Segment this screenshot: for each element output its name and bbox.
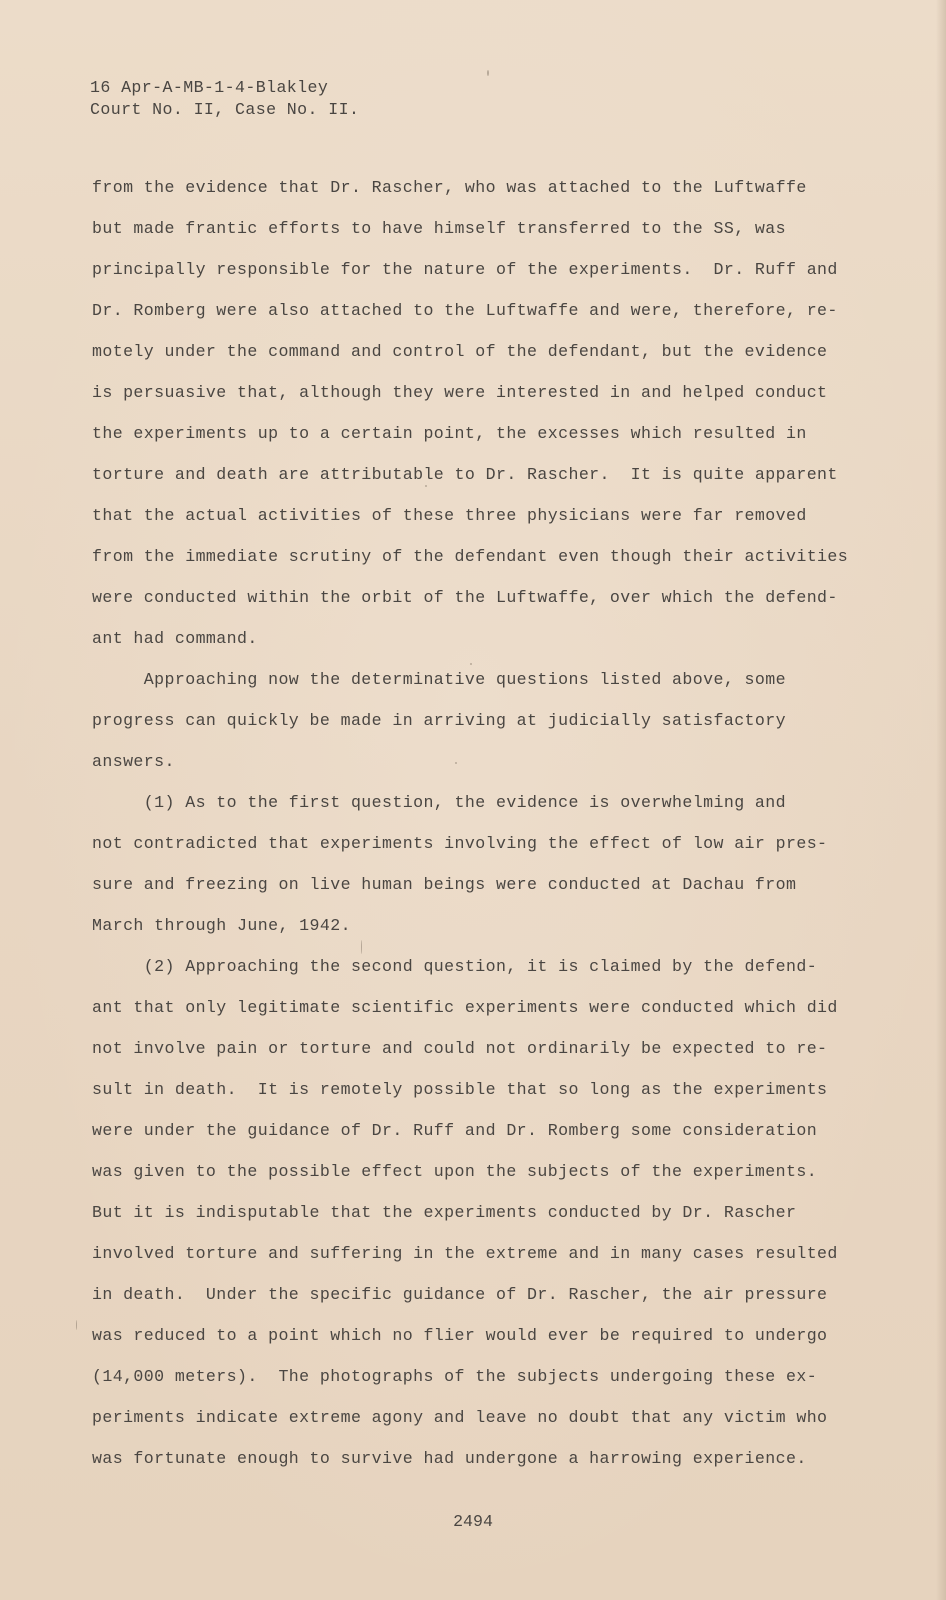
body-line: the experiments up to a certain point, the excesses which resulted in (92, 424, 807, 443)
page-number: 2494 (453, 1512, 493, 1531)
body-line: involved torture and suffering in the extreme and in many cases resulted (92, 1244, 838, 1263)
paper-speck (76, 1320, 77, 1330)
body-line: not involve pain or torture and could not ordinarily be expected to re- (92, 1039, 828, 1058)
body-line: is persuasive that, although they were interested in and helped conduct (92, 383, 828, 402)
body-line: from the immediate scrutiny of the defendant even though their activities (92, 547, 849, 566)
body-line: motely under the command and control of the defendant, but the evidence (92, 342, 828, 361)
body-line: periments indicate extreme agony and leave no doubt that any victim who (92, 1408, 828, 1427)
body-line: was fortunate enough to survive had undergone a harrowing experience. (92, 1449, 807, 1468)
body-line: was reduced to a point which no flier would ever be required to undergo (92, 1326, 828, 1345)
header-court-line: Court No. II, Case No. II. (90, 100, 360, 119)
paper-speck (487, 70, 489, 76)
body-line: Approaching now the determinative questions listed above, some (92, 670, 786, 689)
body-line: were conducted within the orbit of the Luftwaffe, over which the defend- (92, 588, 838, 607)
body-line: But it is indisputable that the experiments conducted by Dr. Rascher (92, 1203, 797, 1222)
body-line: (14,000 meters). The photographs of the subjects undergoing these ex- (92, 1367, 818, 1386)
body-line: were under the guidance of Dr. Ruff and Dr. Romberg some consideration (92, 1121, 818, 1140)
body-line: Dr. Romberg were also attached to the Luftwaffe and were, therefore, re- (92, 301, 838, 320)
body-line: principally responsible for the nature of the experiments. Dr. Ruff and (92, 260, 838, 279)
body-line: (1) As to the first question, the evidence is overwhelming and (92, 793, 786, 812)
body-line: from the evidence that Dr. Rascher, who was attached to the Luftwaffe (92, 178, 807, 197)
body-line: torture and death are attributable to Dr. Rascher. It is quite apparent (92, 465, 838, 484)
paper-speck (455, 762, 457, 764)
paper-speck (425, 485, 427, 487)
paper-speck (470, 663, 472, 665)
header-reference-line: 16 Apr-A-MB-1-4-Blakley (90, 78, 329, 97)
body-line: sult in death. It is remotely possible that so long as the experiments (92, 1080, 828, 1099)
body-line: was given to the possible effect upon the subjects of the experiments. (92, 1162, 818, 1181)
body-line: March through June, 1942. (92, 916, 351, 935)
body-line: not contradicted that experiments involving the effect of low air pres- (92, 834, 828, 853)
body-line: in death. Under the specific guidance of Dr. Rascher, the air pressure (92, 1285, 828, 1304)
body-line: that the actual activities of these three physicians were far removed (92, 506, 807, 525)
paper-speck (361, 940, 362, 954)
body-line: progress can quickly be made in arriving at judicially satisfactory (92, 711, 786, 730)
body-line: (2) Approaching the second question, it is claimed by the defend- (92, 957, 818, 976)
body-line: but made frantic efforts to have himself transferred to the SS, was (92, 219, 786, 238)
body-line: sure and freezing on live human beings were conducted at Dachau from (92, 875, 797, 894)
page-edge-shadow (936, 0, 946, 1600)
body-line: ant that only legitimate scientific experiments were conducted which did (92, 998, 838, 1017)
body-line: answers. (92, 752, 175, 771)
body-line: ant had command. (92, 629, 258, 648)
